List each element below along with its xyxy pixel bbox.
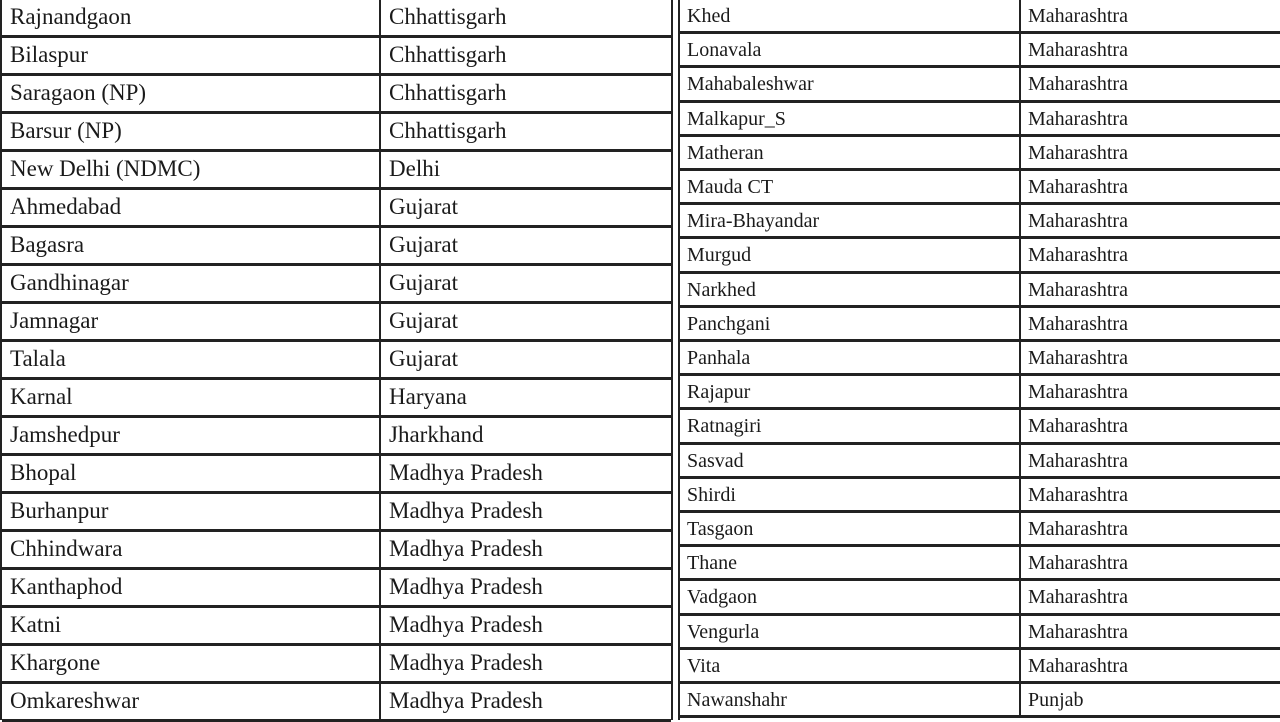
city-cell: Omkareshwar — [2, 684, 381, 719]
city-cell: Vadgaon — [680, 581, 1021, 612]
city-cell: Thane — [680, 547, 1021, 578]
city-cell: Barsur (NP) — [2, 114, 381, 149]
table-row — [2, 0, 671, 38]
city-cell: Ratnagiri — [680, 410, 1021, 441]
state-cell: Madhya Pradesh — [389, 574, 543, 599]
table-row — [680, 650, 1280, 684]
state-cell: Madhya Pradesh — [389, 498, 543, 523]
state-cell: Maharashtra — [1028, 620, 1128, 643]
city-cell: Mira-Bhayandar — [680, 205, 1021, 236]
city-cell: Vita — [680, 650, 1021, 681]
table-row — [680, 616, 1280, 650]
city-cell: Narkhed — [680, 274, 1021, 305]
city-cell: Jamshedpur — [2, 418, 381, 453]
table-row — [680, 239, 1280, 273]
state-cell: Gujarat — [389, 270, 458, 295]
table-row — [2, 228, 671, 266]
state-cell: Gujarat — [389, 308, 458, 333]
table-row — [2, 114, 671, 152]
city-cell: Mauda CT — [680, 171, 1021, 202]
table-row — [680, 34, 1280, 68]
state-cell: Madhya Pradesh — [389, 460, 543, 485]
table-row — [680, 547, 1280, 581]
table-row — [2, 570, 671, 608]
city-cell: Mahabaleshwar — [680, 68, 1021, 99]
state-cell: Maharashtra — [1028, 107, 1128, 130]
state-cell: Maharashtra — [1028, 347, 1128, 369]
table-row — [2, 608, 671, 646]
city-cell: Panhala — [680, 342, 1021, 373]
state-cell: Maharashtra — [1028, 73, 1128, 96]
table-row — [680, 376, 1280, 410]
state-cell: Maharashtra — [1028, 415, 1128, 438]
table-row — [680, 103, 1280, 137]
city-cell: Khargone — [2, 646, 381, 681]
state-cell: Maharashtra — [1028, 654, 1128, 677]
table-row — [2, 456, 671, 494]
state-cell: Maharashtra — [1028, 449, 1128, 472]
city-cell: Jamnagar — [2, 304, 381, 339]
table-row — [680, 513, 1280, 547]
table-row — [680, 410, 1280, 444]
state-cell: Punjab — [1028, 689, 1084, 711]
table-row — [2, 38, 671, 76]
table-row — [680, 274, 1280, 308]
state-cell: Chhattisgarh — [389, 42, 507, 67]
state-cell: Madhya Pradesh — [389, 650, 543, 675]
city-cell: Bilaspur — [2, 38, 381, 73]
state-cell: Maharashtra — [1028, 39, 1128, 62]
city-cell: Karnal — [2, 380, 381, 415]
table-row — [2, 684, 671, 722]
state-cell: Chhattisgarh — [389, 4, 507, 29]
table-row — [2, 418, 671, 456]
table-row — [680, 308, 1280, 342]
table-row — [2, 76, 671, 114]
table-row — [680, 205, 1280, 239]
city-cell: Talala — [2, 342, 381, 377]
city-cell: Sasvad — [680, 445, 1021, 476]
city-cell: Vengurla — [680, 616, 1021, 647]
state-cell: Maharashtra — [1028, 586, 1128, 609]
city-cell: Khed — [680, 0, 1021, 31]
state-cell: Maharashtra — [1028, 176, 1128, 198]
city-cell: Chhindwara — [2, 532, 381, 567]
state-cell: Maharashtra — [1028, 210, 1128, 233]
state-cell: Maharashtra — [1028, 518, 1128, 540]
table-row — [2, 190, 671, 228]
table-row — [680, 479, 1280, 513]
state-cell: Chhattisgarh — [389, 80, 507, 105]
table-row — [2, 152, 671, 190]
table-row — [680, 445, 1280, 479]
city-cell: Saragaon (NP) — [2, 76, 381, 111]
state-cell: Maharashtra — [1028, 552, 1128, 575]
city-cell: Gandhinagar — [2, 266, 381, 301]
state-cell: Delhi — [389, 156, 441, 181]
city-cell: Murgud — [680, 239, 1021, 270]
state-cell: Maharashtra — [1028, 312, 1128, 335]
state-cell: Gujarat — [389, 194, 458, 219]
table-row — [2, 380, 671, 418]
table-row — [680, 342, 1280, 376]
table-row — [680, 171, 1280, 205]
city-cell: Panchgani — [680, 308, 1021, 339]
table-row — [680, 137, 1280, 171]
city-cell: Ahmedabad — [2, 190, 381, 225]
state-cell: Maharashtra — [1028, 244, 1128, 267]
table-row — [680, 0, 1280, 34]
state-cell: Madhya Pradesh — [389, 612, 543, 637]
table-row — [680, 68, 1280, 102]
table-row — [680, 581, 1280, 615]
table-row — [2, 304, 671, 342]
city-cell: Rajapur — [680, 376, 1021, 407]
city-cell: Bhopal — [2, 456, 381, 491]
state-cell: Gujarat — [389, 346, 458, 371]
table-row — [2, 646, 671, 684]
city-cell: Burhanpur — [2, 494, 381, 529]
state-cell: Maharashtra — [1028, 381, 1128, 404]
city-cell: Malkapur_S — [680, 103, 1021, 134]
state-cell: Maharashtra — [1028, 483, 1128, 506]
city-cell: Bagasra — [2, 228, 381, 263]
state-cell: Jharkhand — [389, 422, 484, 447]
city-cell: Kanthaphod — [2, 570, 381, 605]
state-cell: Gujarat — [389, 232, 458, 257]
state-cell: Maharashtra — [1028, 141, 1128, 164]
state-cell: Madhya Pradesh — [389, 688, 543, 713]
city-cell: Katni — [2, 608, 381, 643]
city-cell: Shirdi — [680, 479, 1021, 510]
city-cell: Matheran — [680, 137, 1021, 168]
city-cell: Tasgaon — [680, 513, 1021, 544]
city-cell: Nawanshahr — [680, 684, 1021, 715]
right-table — [678, 0, 1280, 720]
table-row — [2, 532, 671, 570]
state-cell: Haryana — [389, 384, 467, 409]
city-cell: Rajnandgaon — [2, 0, 381, 35]
city-cell: New Delhi (NDMC) — [2, 152, 381, 187]
table-row — [2, 342, 671, 380]
city-cell: Lonavala — [680, 34, 1021, 65]
state-cell: Chhattisgarh — [389, 118, 507, 143]
table-row — [2, 494, 671, 532]
state-cell: Maharashtra — [1028, 278, 1128, 301]
table-row — [680, 684, 1280, 718]
state-cell: Maharashtra — [1028, 5, 1128, 27]
state-cell: Madhya Pradesh — [389, 536, 543, 561]
table-row — [2, 266, 671, 304]
